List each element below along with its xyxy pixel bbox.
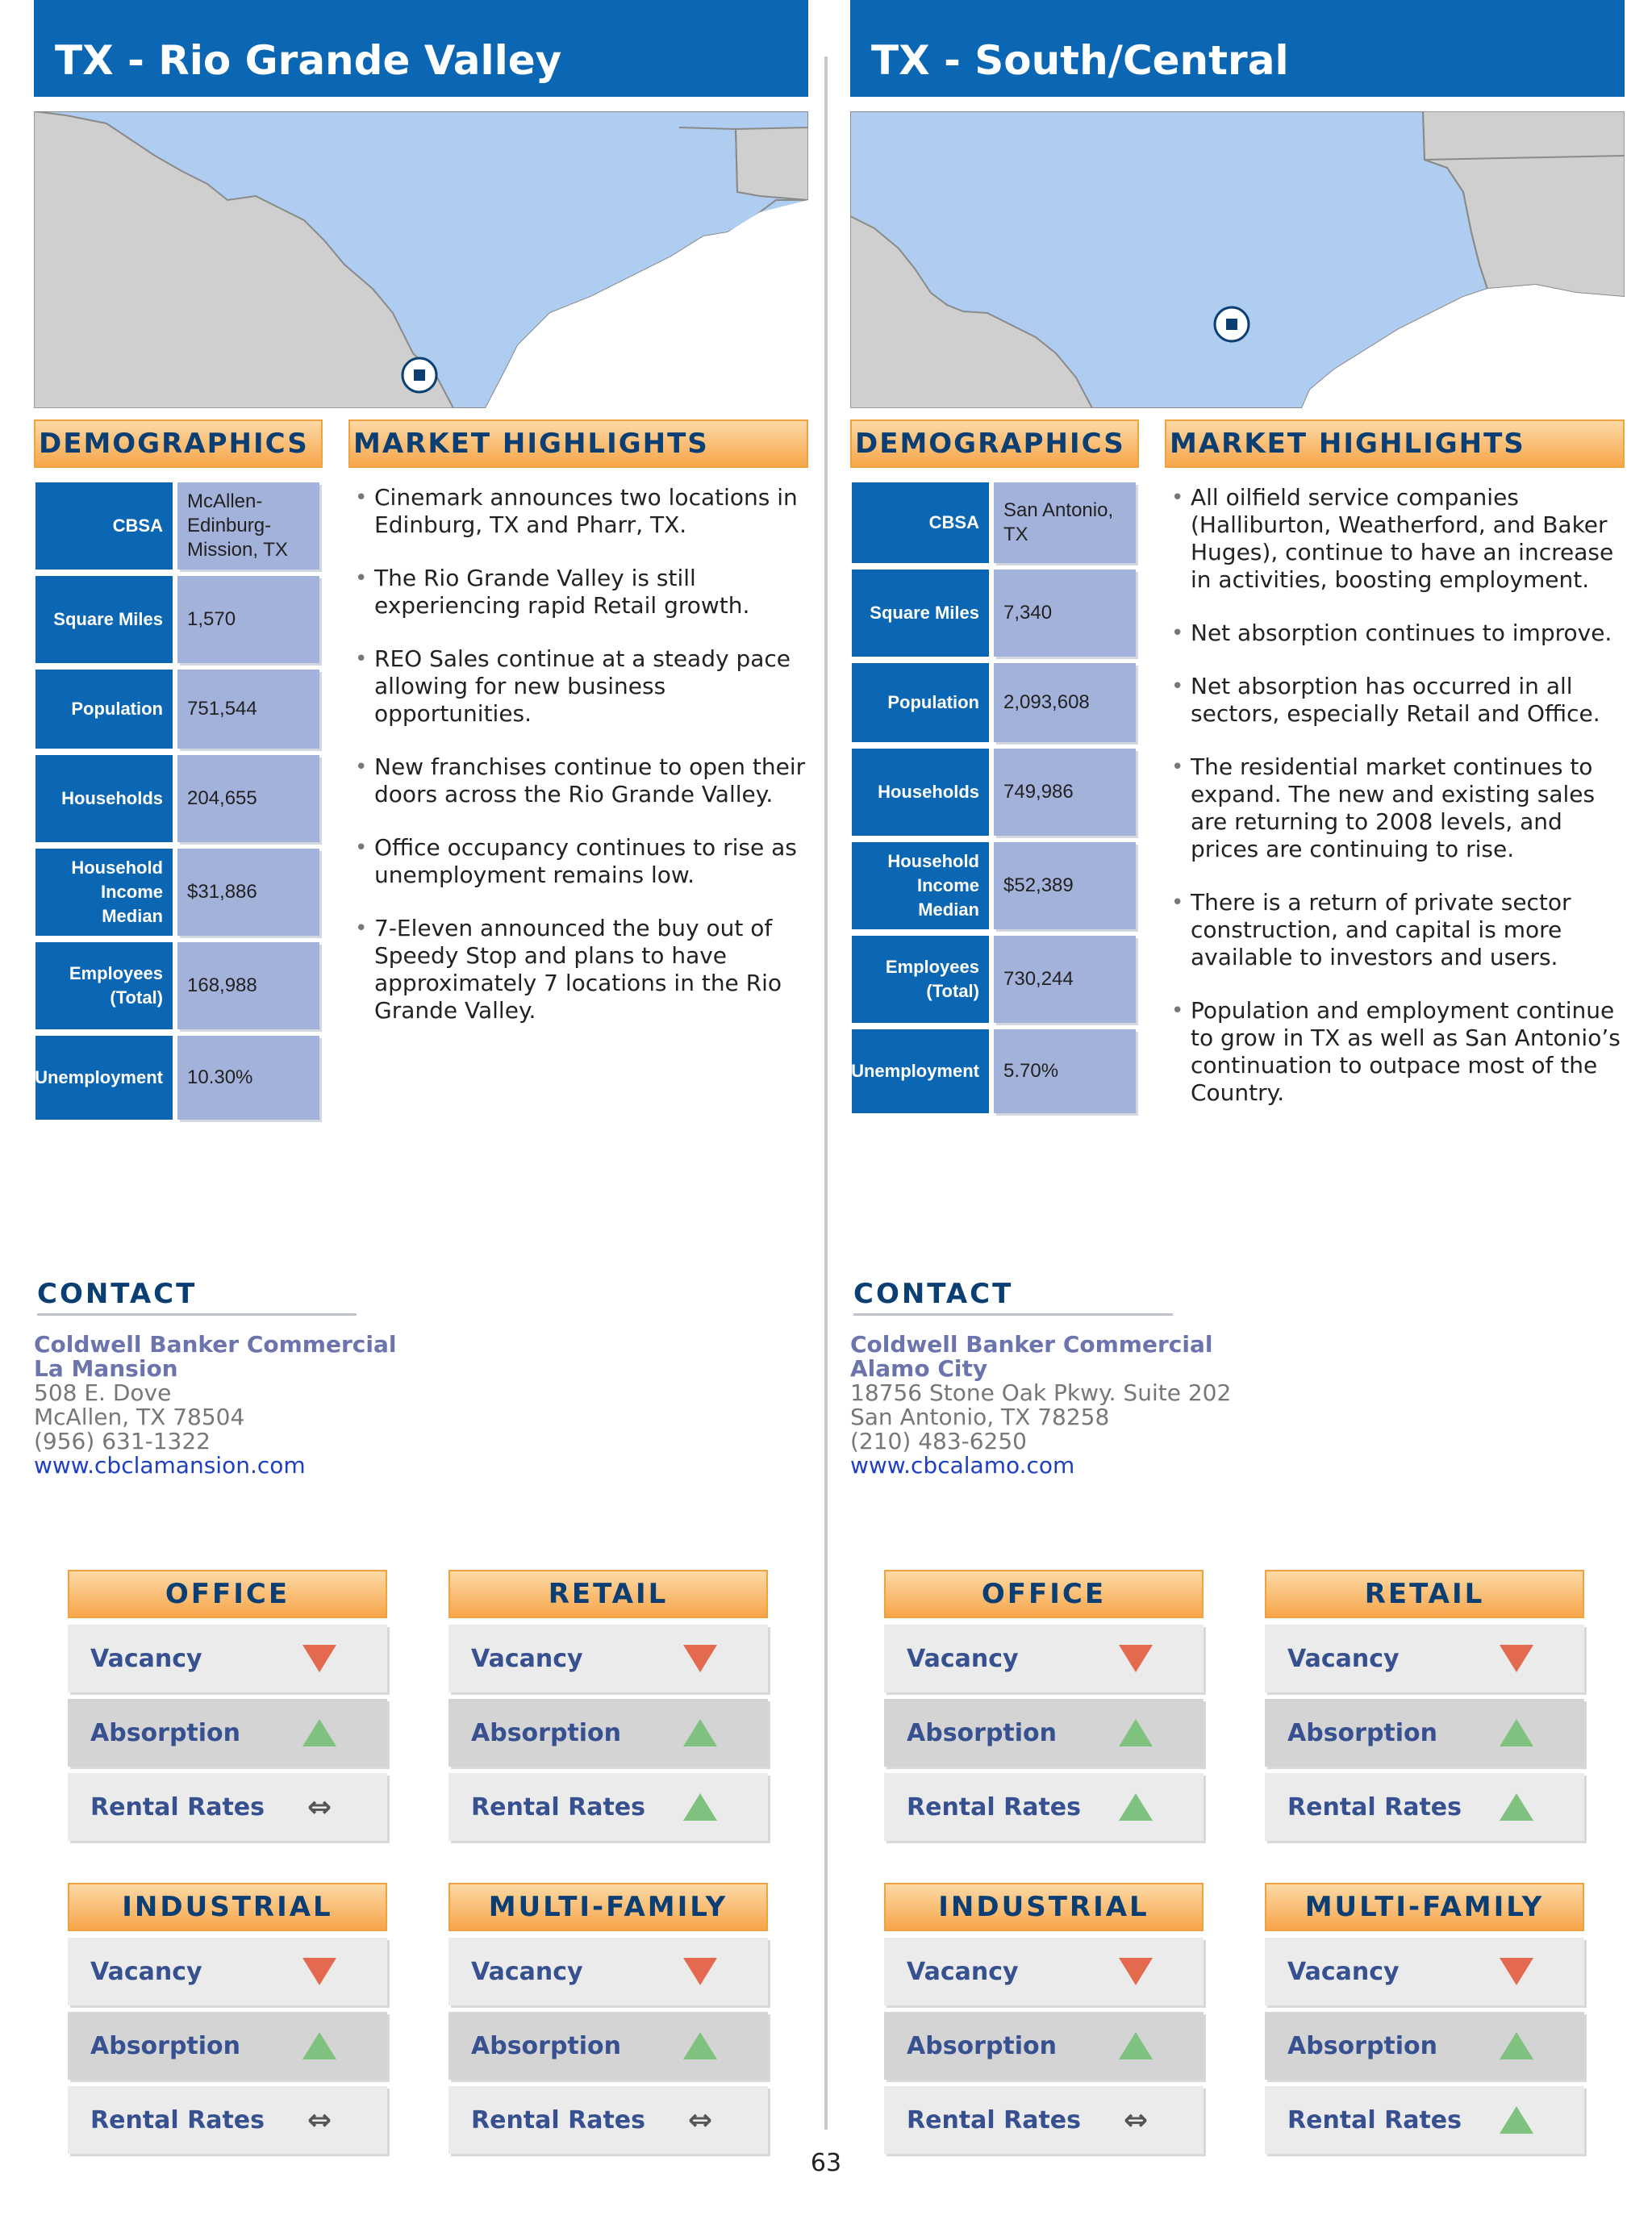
triangle-up-icon xyxy=(1500,1719,1533,1746)
highlight-item: • New franchises continue to open their doors across the Rio Grande Valley. xyxy=(350,753,808,808)
demographics-row xyxy=(35,670,326,749)
demographics-heading: DEMOGRAPHICS xyxy=(850,419,1139,468)
highlight-item: • Cinemark announces two locations in Edinburg, TX and Pharr, TX. xyxy=(350,484,808,539)
market-highlights-heading: MARKET HIGHLIGHTS xyxy=(1165,419,1625,468)
region-title: TX - South/Central xyxy=(850,0,1625,97)
metric-label: Absorption xyxy=(90,2031,241,2060)
contact-company: Coldwell Banker Commercial xyxy=(850,1331,1213,1358)
demographics-value: $31,886 xyxy=(177,849,319,936)
highlight-item: • 7-Eleven announced the buy out of Speedy Stop and plans to have approximately 7 locations in the Rio Grande Valley. xyxy=(350,915,808,1024)
trend-indicator xyxy=(302,2030,337,2062)
region-column-right xyxy=(850,0,1625,2220)
rental-rates-row xyxy=(884,2086,1204,2154)
demographics-value: McAllen- Edinburg- Mission, TX xyxy=(177,482,319,570)
market-heading: RETAIL xyxy=(448,1570,768,1618)
metric-label: Rental Rates xyxy=(907,2105,1082,2134)
trend-indicator xyxy=(302,2104,337,2136)
rental-rates-row xyxy=(448,1773,768,1841)
region-column-left xyxy=(34,0,808,2220)
trend-indicator xyxy=(302,1955,337,1988)
trend-indicator xyxy=(682,1791,718,1823)
industrial-market-box xyxy=(884,1883,1204,2154)
triangle-up-icon xyxy=(302,1719,336,1746)
highlight-item: • Net absorption continues to improve. xyxy=(1166,620,1625,647)
contact-address: 508 E. Dove xyxy=(34,1379,172,1406)
demographics-row xyxy=(852,482,1142,563)
demographics-row xyxy=(852,570,1142,657)
demographics-row xyxy=(35,942,326,1029)
metric-label: Rental Rates xyxy=(90,2105,265,2134)
metric-label: Absorption xyxy=(471,2031,622,2060)
metric-label: Rental Rates xyxy=(90,1792,265,1821)
demographics-label: Household Income Median xyxy=(852,842,989,929)
trend-indicator xyxy=(1499,1642,1534,1675)
metric-label: Rental Rates xyxy=(471,2105,646,2134)
rental-rates-row xyxy=(884,1773,1204,1841)
demographics-label: CBSA xyxy=(35,482,173,570)
trend-indicator xyxy=(1118,1642,1153,1675)
market-heading: INDUSTRIAL xyxy=(68,1883,387,1931)
triangle-up-icon xyxy=(1119,1793,1153,1821)
region-map xyxy=(34,111,808,408)
metric-label: Vacancy xyxy=(471,1957,583,1986)
trend-indicator xyxy=(1118,1791,1153,1823)
absorption-row xyxy=(884,2012,1204,2080)
trend-indicator xyxy=(1118,2104,1153,2136)
vacancy-row xyxy=(1265,1938,1584,2005)
texas-map xyxy=(850,111,1625,408)
demographics-row xyxy=(852,842,1142,929)
market-heading: OFFICE xyxy=(68,1570,387,1618)
trend-indicator xyxy=(1118,1717,1153,1749)
highlight-item: • All oilfield service companies (Halliburton, Weatherford, and Baker Huges), continue to have an increase in activities, boosting employment. xyxy=(1166,484,1625,594)
demographics-row xyxy=(35,755,326,842)
metric-label: Vacancy xyxy=(90,1644,202,1673)
trend-indicator xyxy=(682,1955,718,1988)
page-number: 63 xyxy=(810,2149,842,2177)
trend-indicator xyxy=(1499,2104,1534,2136)
demographics-value: 7,340 xyxy=(994,570,1136,657)
trend-indicator xyxy=(682,1642,718,1675)
trend-indicator xyxy=(682,2104,718,2136)
contact-city: San Antonio, TX 78258 xyxy=(850,1404,1110,1430)
trend-indicator xyxy=(682,2030,718,2062)
metric-label: Absorption xyxy=(90,1718,241,1747)
trend-indicator xyxy=(682,1717,718,1749)
double-arrow-icon: ⇔ xyxy=(687,2103,713,2137)
multi-family-market-box xyxy=(1265,1883,1584,2154)
market-highlights-list xyxy=(1166,484,1625,1133)
trend-indicator xyxy=(1499,1717,1534,1749)
metric-label: Absorption xyxy=(1287,2031,1438,2060)
triangle-down-icon xyxy=(683,1958,717,1985)
retail-market-box xyxy=(448,1570,768,1841)
rental-rates-row xyxy=(1265,2086,1584,2154)
vacancy-row xyxy=(68,1625,387,1692)
trend-indicator xyxy=(302,1642,337,1675)
demographics-label: Households xyxy=(35,755,173,842)
contact-phone: (210) 483-6250 xyxy=(850,1428,1027,1454)
demographics-value: 10.30% xyxy=(177,1036,319,1120)
demographics-value: 730,244 xyxy=(994,936,1136,1023)
absorption-row xyxy=(884,1699,1204,1767)
highlight-item: • The Rio Grande Valley is still experiencing rapid Retail growth. xyxy=(350,565,808,620)
trend-indicator xyxy=(1118,2030,1153,2062)
triangle-up-icon xyxy=(683,1719,717,1746)
market-highlights-list xyxy=(350,484,808,1050)
demographics-value: 5.70% xyxy=(994,1029,1136,1113)
market-heading: MULTI-FAMILY xyxy=(448,1883,768,1931)
highlight-item: • The residential market continues to expand. The new and existing sales are returning to 2008 levels, and prices are continuing to rise. xyxy=(1166,753,1625,863)
office-market-box xyxy=(884,1570,1204,1841)
demographics-row xyxy=(852,1029,1142,1113)
double-arrow-icon: ⇔ xyxy=(307,1790,332,1824)
triangle-up-icon xyxy=(1500,1793,1533,1821)
retail-market-box xyxy=(1265,1570,1584,1841)
demographics-label: Unemployment xyxy=(852,1029,989,1113)
demographics-label: Population xyxy=(35,670,173,749)
market-heading: INDUSTRIAL xyxy=(884,1883,1204,1931)
demographics-label: Square Miles xyxy=(35,576,173,663)
trend-indicator xyxy=(302,1791,337,1823)
demographics-label: Unemployment xyxy=(35,1036,173,1120)
double-arrow-icon: ⇔ xyxy=(1123,2103,1149,2137)
metric-label: Absorption xyxy=(471,1718,622,1747)
absorption-row xyxy=(68,1699,387,1767)
demographics-label: Households xyxy=(852,749,989,836)
contact-block xyxy=(34,1333,396,1478)
trend-indicator xyxy=(1118,1955,1153,1988)
absorption-row xyxy=(1265,1699,1584,1767)
market-heading: OFFICE xyxy=(884,1570,1204,1618)
market-highlights-heading: MARKET HIGHLIGHTS xyxy=(348,419,808,468)
demographics-label: Employees (Total) xyxy=(852,936,989,1023)
trend-indicator xyxy=(1499,2030,1534,2062)
demographics-label: Household Income Median xyxy=(35,849,173,936)
triangle-up-icon xyxy=(302,2032,336,2059)
absorption-row xyxy=(68,2012,387,2080)
contact-company: Coldwell Banker Commercial xyxy=(34,1331,397,1358)
triangle-down-icon xyxy=(683,1645,717,1672)
demographics-row xyxy=(852,936,1142,1023)
contact-block xyxy=(850,1333,1231,1478)
contact-company-branch: La Mansion xyxy=(34,1355,178,1382)
demographics-value: 749,986 xyxy=(994,749,1136,836)
region-title: TX - Rio Grande Valley xyxy=(34,0,808,97)
trend-indicator xyxy=(1499,1955,1534,1988)
market-heading: MULTI-FAMILY xyxy=(1265,1883,1584,1931)
demographics-value: 751,544 xyxy=(177,670,319,749)
vacancy-row xyxy=(884,1938,1204,2005)
metric-label: Rental Rates xyxy=(1287,2105,1462,2134)
triangle-up-icon xyxy=(1500,2106,1533,2134)
triangle-down-icon xyxy=(302,1645,336,1672)
demographics-value: 168,988 xyxy=(177,942,319,1029)
triangle-down-icon xyxy=(1119,1958,1153,1985)
contact-website-link[interactable]: www.cbcalamo.com xyxy=(850,1452,1075,1479)
texas-map xyxy=(34,111,808,408)
metric-label: Rental Rates xyxy=(907,1792,1082,1821)
contact-phone: (956) 631-1322 xyxy=(34,1428,211,1454)
rental-rates-row xyxy=(68,2086,387,2154)
double-arrow-icon: ⇔ xyxy=(307,2103,332,2137)
demographics-value: $52,389 xyxy=(994,842,1136,929)
demographics-label: Square Miles xyxy=(852,570,989,657)
highlight-item: • There is a return of private sector construction, and capital is more available to investors and users. xyxy=(1166,889,1625,971)
triangle-up-icon xyxy=(1119,1719,1153,1746)
demographics-value: San Antonio, TX xyxy=(994,482,1136,563)
contact-address: 18756 Stone Oak Pkwy. Suite 202 xyxy=(850,1379,1232,1406)
demographics-label: CBSA xyxy=(852,482,989,563)
highlight-item: • REO Sales continue at a steady pace allowing for new business opportunities. xyxy=(350,645,808,728)
contact-website-link[interactable]: www.cbclamansion.com xyxy=(34,1452,306,1479)
contact-city: McAllen, TX 78504 xyxy=(34,1404,245,1430)
metric-label: Absorption xyxy=(907,2031,1058,2060)
triangle-up-icon xyxy=(1119,2032,1153,2059)
highlight-item: • Net absorption has occurred in all sectors, especially Retail and Office. xyxy=(1166,673,1625,728)
demographics-label: Employees (Total) xyxy=(35,942,173,1029)
metric-label: Rental Rates xyxy=(1287,1792,1462,1821)
rental-rates-row xyxy=(1265,1773,1584,1841)
demographics-row xyxy=(35,576,326,663)
demographics-value: 2,093,608 xyxy=(994,663,1136,742)
rental-rates-row xyxy=(448,2086,768,2154)
metric-label: Vacancy xyxy=(1287,1957,1400,1986)
vacancy-row xyxy=(1265,1625,1584,1692)
highlight-item: • Population and employment continue to grow in TX as well as San Antonio’s continuation to outpace most of the Country. xyxy=(1166,997,1625,1107)
rental-rates-row xyxy=(68,1773,387,1841)
metric-label: Absorption xyxy=(1287,1718,1438,1747)
vacancy-row xyxy=(448,1938,768,2005)
vacancy-row xyxy=(448,1625,768,1692)
demographics-value: 1,570 xyxy=(177,576,319,663)
contact-heading: CONTACT xyxy=(37,1278,357,1316)
metric-label: Vacancy xyxy=(1287,1644,1400,1673)
absorption-row xyxy=(448,1699,768,1767)
metric-label: Vacancy xyxy=(90,1957,202,1986)
demographics-row xyxy=(852,663,1142,742)
office-market-box xyxy=(68,1570,387,1841)
absorption-row xyxy=(448,2012,768,2080)
metric-label: Absorption xyxy=(907,1718,1058,1747)
demographics-heading: DEMOGRAPHICS xyxy=(34,419,323,468)
vacancy-row xyxy=(68,1938,387,2005)
demographics-row xyxy=(35,849,326,936)
metric-label: Rental Rates xyxy=(471,1792,646,1821)
industrial-market-box xyxy=(68,1883,387,2154)
metric-label: Vacancy xyxy=(471,1644,583,1673)
contact-heading: CONTACT xyxy=(853,1278,1173,1316)
column-divider xyxy=(824,56,828,2130)
triangle-down-icon xyxy=(1119,1645,1153,1672)
metric-label: Vacancy xyxy=(907,1957,1019,1986)
demographics-value: 204,655 xyxy=(177,755,319,842)
metric-label: Vacancy xyxy=(907,1644,1019,1673)
triangle-up-icon xyxy=(1500,2032,1533,2059)
demographics-label: Population xyxy=(852,663,989,742)
trend-indicator xyxy=(1499,1791,1534,1823)
demographics-row xyxy=(852,749,1142,836)
vacancy-row xyxy=(884,1625,1204,1692)
market-heading: RETAIL xyxy=(1265,1570,1584,1618)
triangle-up-icon xyxy=(683,1793,717,1821)
triangle-down-icon xyxy=(1500,1958,1533,1985)
triangle-down-icon xyxy=(302,1958,336,1985)
contact-company-branch: Alamo City xyxy=(850,1355,988,1382)
triangle-down-icon xyxy=(1500,1645,1533,1672)
multi-family-market-box xyxy=(448,1883,768,2154)
demographics-row xyxy=(35,1036,326,1120)
region-map xyxy=(850,111,1625,408)
absorption-row xyxy=(1265,2012,1584,2080)
trend-indicator xyxy=(302,1717,337,1749)
triangle-up-icon xyxy=(683,2032,717,2059)
demographics-row xyxy=(35,482,326,570)
highlight-item: • Office occupancy continues to rise as unemployment remains low. xyxy=(350,834,808,889)
